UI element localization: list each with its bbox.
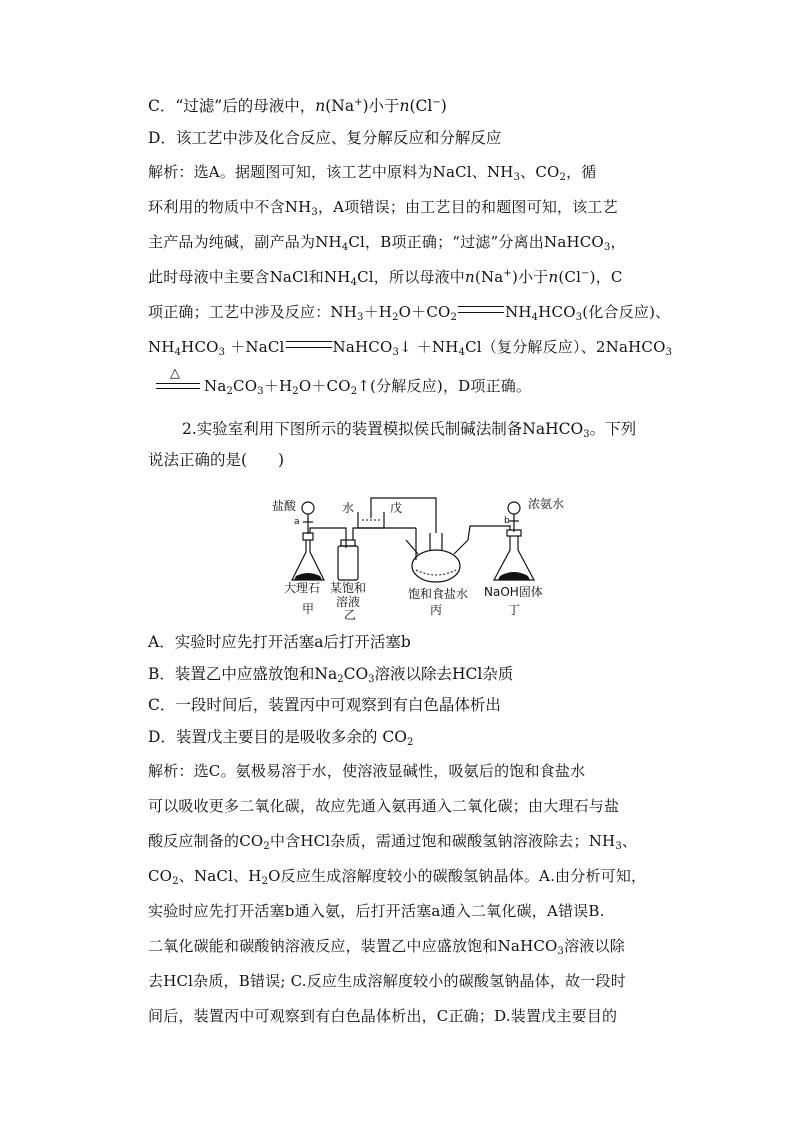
- bottle-yi: [338, 546, 358, 580]
- q2-analysis-line-2: 可以吸收更多二氧化碳，故应先通入氨再通入二氧化碳；由大理石与盐: [148, 797, 620, 815]
- label-hydrochloric-acid: 盐酸: [272, 499, 297, 513]
- q2-analysis-line-1: 解析：选C。氨极易溶于水，使溶液显碱性，吸氨后的饱和食盐水: [148, 762, 586, 780]
- q1-analysis-line-7: $Na_2CO_3+H_2O+CO_2↑$(分解反应)，D项正确。: [204, 377, 532, 397]
- q2-option-d: D．装置戊主要目的是吸收多余的 $CO_2$: [148, 728, 414, 748]
- q1-analysis-line-4: 此时母液中主要含NaCl和$NH_4Cl$，所以母液中n(Na+)小于n(Cl−)，C: [148, 268, 623, 288]
- label-wu: 戊: [390, 501, 403, 515]
- q2-analysis-line-6: 二氧化碳能和碳酸钠溶液反应，装置乙中应盛放饱和NaHCO$_3$溶液以除: [148, 937, 625, 957]
- marble-solid: [294, 573, 322, 580]
- q1-analysis-line-5: 项正确；工艺中涉及反应：$NH_3+H_2O+CO_2$ $NH_4HCO_3$(化合反应)、: [148, 303, 671, 323]
- q2-analysis-line-4: $CO_2$、NaCl、$H_2O$反应生成溶解度较小的碳酸氢钠晶体。A.由分析可知，: [148, 867, 647, 887]
- label-bing: 丙: [430, 603, 443, 617]
- q2-analysis-line-8: 间后，装置丙中可观察到有白色晶体析出，C正确；D.装置戊主要目的: [148, 1007, 618, 1025]
- q1-option-d: D．该工艺中涉及化合反应、复分解反应和分解反应: [148, 129, 502, 147]
- q2-analysis-line-3: 酸反应制备的$CO_2$中含HCl杂质，需通过饱和碳酸氢钠溶液除去；$NH_3$、: [148, 832, 638, 852]
- naoh-solid: [498, 572, 530, 580]
- label-naoh-solid: NaOH固体: [484, 585, 543, 599]
- label-brine: 饱和食盐水: [408, 587, 469, 601]
- tube-ding-bing: [468, 526, 510, 540]
- equals-sign: [156, 383, 200, 389]
- label-valve-b: b: [504, 516, 510, 526]
- apparatus-figure: [258, 488, 588, 623]
- stopper-yi: [341, 540, 355, 546]
- label-jia: 甲: [302, 602, 315, 616]
- q1-analysis-line-1: 解析：选A。据题图可知，该工艺中原料为NaCl、$NH_3$、$CO_2$，循: [148, 163, 597, 183]
- heat-delta-symbol: △: [170, 366, 180, 381]
- q2-stem-line-2: 说法正确的是( ): [148, 451, 285, 469]
- equals-sign: [458, 306, 504, 313]
- label-water: 水: [342, 501, 355, 515]
- q1-analysis-line-2: 环利用的物质中不含$NH_3$，A项错误；由工艺目的和题图可知，该工艺: [148, 198, 618, 218]
- funnel-conc-ammonia: [508, 502, 520, 514]
- brine-liquid: [416, 570, 456, 575]
- label-marble: 大理石: [284, 581, 321, 595]
- equals-sign: [286, 341, 332, 348]
- label-yi: 乙: [344, 608, 357, 622]
- stopper-jia: [303, 533, 313, 540]
- q2-option-b: B．装置乙中应盛放饱和$Na_2CO_3$溶液以除去HCl杂质: [148, 665, 514, 685]
- label-ding: 丁: [508, 603, 521, 617]
- q2-option-c: C．一段时间后，装置丙中可观察到有白色晶体析出: [148, 696, 501, 714]
- q2-analysis-line-5: 实验时应先打开活塞b通入氨，后打开活塞a通入二氧化碳，A错误B.: [148, 902, 605, 920]
- label-conc-ammonia: 浓氨水: [528, 497, 565, 511]
- q2-stem-line-1: 2.实验室利用下图所示的装置模拟侯氏制碱法制备NaHCO$_3$。下列: [182, 420, 637, 440]
- label-valve-a: a: [294, 517, 300, 527]
- q1-option-c: C．“过滤”后的母液中，n(Na+)小于n(Cl−): [148, 97, 447, 115]
- q1-analysis-line-6: $NH_4HCO_3$ ＋NaCl NaHCO$_3$↓ $+NH_4Cl$（复分解反应）、2NaHCO$_3$: [148, 338, 673, 358]
- q2-option-a: A．实验时应先打开活塞a后打开活塞b: [148, 633, 411, 651]
- tube-yi-bing: [353, 528, 416, 540]
- flask-bing: [412, 550, 460, 582]
- q1-analysis-line-3: 主产品为纯碱，副产品为$NH_4Cl$，B项正确；“过滤”分离出NaHCO$_3$，: [148, 233, 626, 253]
- funnel-hydrochloric-acid: [302, 502, 314, 514]
- label-sat-solution-2: 溶液: [336, 595, 361, 609]
- q2-analysis-line-7: 去HCl杂质，B错误; C.反应生成溶解度较小的碳酸氢钠晶体，故一段时: [148, 972, 626, 990]
- label-sat-solution-1: 某饱和: [330, 581, 367, 595]
